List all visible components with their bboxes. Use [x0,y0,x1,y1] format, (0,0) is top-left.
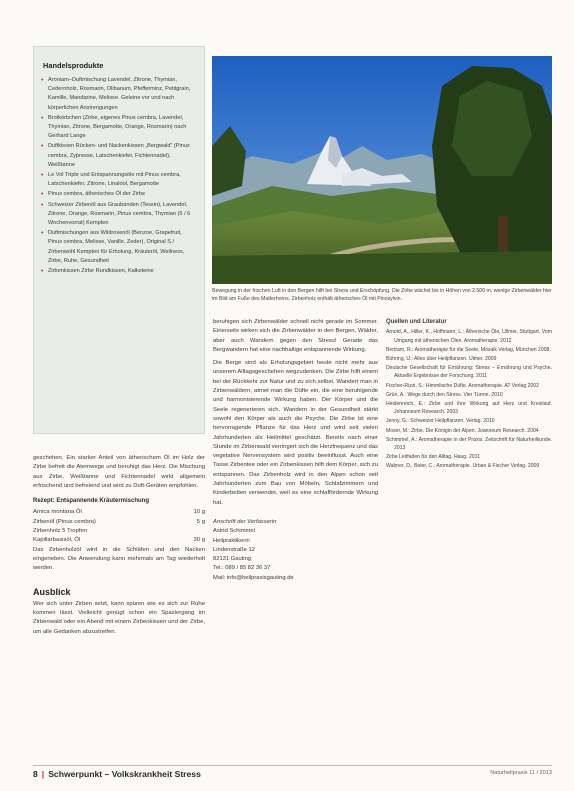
reference-item: Wabner, D., Beier, C.: Aromatherapie. Urban & Fischer Verlag. 2009 [386,463,540,470]
reference-item: Jenny, G.: Schweizer Heilpflanzen. Verlag. 2010 [386,418,495,425]
recipe-amount: 5 g [196,518,205,525]
recipe-ingredient: Zirbenholz 5 Tropfen [33,528,88,535]
reference-item: Grün, A.: Wege durch den Stress. Vier Türme. 2010 [386,391,503,398]
section-title: Schwerpunkt – Volkskrankheit Stress [48,769,201,779]
recipe-row [33,527,205,536]
author-profession: Heilpraktikerin [213,537,250,544]
reference-item: Arnold, A., Hiller, K., Hoffmann, L.: Ätherische Öle, Ullmer, Stuttgart. Vom Umgang mit ätherischen Ölen. Aromatherapie. 2012 [386,329,552,344]
reference-item: Zirbe Leitfaden für den Alltag. Haug. 2011 [386,454,480,461]
recipe-row [33,518,205,527]
recipe-amount: 10 g [193,509,205,516]
left-column [33,454,205,641]
page-footer [33,765,552,779]
list-item: • Zirbenkissen Zirbe Rundkissen, Kalksteine [41,267,197,276]
separator-bar: | [41,769,45,779]
products-list [41,76,197,276]
reference-item: Deutsche Gesellschaft für Ernährung: Stress – Ernährung und Psyche. Aktuelle Ergebnisse der Forschung. 2011 [386,365,552,380]
list-item: • Duftkissen Rücken- und Nackenkissen „Bergwald“ (Pinus cembra, Zypresse, Latschenkiefer, Fichtennadel), Weißtanne [41,142,197,170]
products-box-title: Handelsprodukte [43,61,104,70]
reference-item: Bertram, R.: Aromatherapie für die Seele, Mosaik Verlag, München 2008 [386,346,550,353]
ausblick-text: Wer sich unter Zirben setzt, kann spüren wie es sich zur Ruhe kommen lässt. Vielleicht genügt schon ein Spaziergang im Zirbenwald oder ein Abend mit einem Zirbenkissen und der Zirbe, um alle Gedanken abzustreifen. [33,600,205,635]
list-item: • Aroniam–Duftmischung Lavendel, Zitrone, Thymian, Cedernholz, Rosmarin, Olibanum, Pfefferminz, Petitgrain, Kamille, Mandarine, Melisse. Geleine vor und nach körperlichen Anstrengungen [41,76,197,113]
page-number: 8 [33,769,38,779]
issue-label: Naturheilpraxis 11 / 2013 [490,770,552,776]
author-phone: Tel.: 089 / 85 82 36 37 [213,565,271,572]
author-email[interactable]: Mail: info@heilpraxisgauting.de [213,574,294,581]
recipe-row [33,508,205,517]
recipe-ingredient: Zirbenöl (Pinus cembra) [33,518,96,525]
recipe-title: Rezept: Entspannende Kräutermischung [33,498,150,505]
footer-section [33,769,201,779]
list-item: • Duftmischungen aus Wildrosenöl (Benzoe, Grapefruit, Pinus cembra, Melisse, Vanille, Zeder), Original S / Zirbenwohl Kempten für Erholung, Kräuteröl, Wellness, Zirbe, Ruhe, Gesundheit [41,229,197,266]
middle-column [213,318,378,583]
recipe-ingredient: Kapillarbasisöl, Öl [33,537,81,544]
list-item: • Schweizer Zirbenöl aus Graubünden (Tessin), Lavendel, Zitrone, Orange, Rosmarin, Pinus cembra, Thymian (5 / 6 Wochenvorrat) Kempten [41,201,197,229]
list-item: • Le Vol Triple und Entspannungsöle mit Pinus cembra, Latschenkiefer, Zitrone, Linalool, Bergamotte [41,171,197,189]
author-street: Lindenstraße 12 [213,546,255,553]
recipe-text: Das Zirbenholzöl wird in die Schläfen und den Nacken eingerieben. Die Anwendung kann mehrmals am Tag wiederholt werden. [33,546,205,572]
recipe-amount: 30 g [193,537,205,544]
reference-item: Bühring, U.: Alles über Heilpflanzen. Ulmer. 2009 [386,355,497,362]
author-heading: Anschrift der Verfasserin [213,518,277,525]
recipe-row [33,536,205,545]
photo-caption: Bewegung in der frischen Luft in den Bergen hilft bei Stress und Erschöpfung. Die Zirbe wächst bis in Höhen von 2.500 m, wenige Zirbenwälder hier im Bild am Fuße des Matterhorns. Zirbenholz enthält ätherisches Öl mit Pinosylvin. [212,288,552,302]
author-city: 82131 Gauting [213,556,252,563]
recipe-ingredient: Arnica montana Öl [33,509,82,516]
references-column [386,318,552,472]
mid-paragraph-2: Die Berge sind als Erholungsgebiet heute nicht mehr aus unserem Alltagsgeschehen wegzudenken. Die Zirbe hilft einem bei der Rückkehr zur Natur und zu sich selbst. Wandert man in Zirbenwäldern, atmet man die Düfte ein, die eine beruhigende und harmonisierende Wirkung haben. Der Körper und die Seele regenerieren sich. Wandern in der Gesundheit stärkt sowohl den Körper als auch die Psyche. Die Zirbe ist eine hervorragende Pflanze für das Herz und wird seit vielen Jahrhunderten als Heilmittel geschätzt. Bereits nach einer Stunde im Zirbenwald verringert sich die Herzfrequenz und das vegetative Nervensystem wird positiv beeinflusst. Auch eine Tasse Zirbentee oder ein Zirbenkissen hilft dem Körper, sich zu entspannen. Das Zirbenholz wird in den Alpen schon seit Jahrhunderten zum Bau von Möbeln, Schlafzimmern und Kinderbetten verwendet, weil es eine schlaffördernde Wirkung hat. [213,360,378,506]
reference-item: Fischer-Rizzi, S.: Himmlische Düfte. Aromatherapie. AT Verlag 2002 [386,382,539,389]
mountain-landscape-image [212,56,552,284]
list-item: • Pinus cembra, ätherisches Öl der Zirbe [41,190,197,199]
mountain-photo [212,56,552,284]
mid-paragraph-1: beruhigen sich Zirbenwälder schnell nicht gerade im Sommer. Einerseits wirken sich die Zirbenwälder in den Bergen, Wälder, aber auch Wandern gegen den Stress! Gerade das Bergwandern hat eine nachhaltige entspannende Wirkung. [213,319,378,353]
reference-item: Schimmel, A.: Aromatherapie in der Praxis. Zeitschrift für Naturheilkunde. 2013 [386,436,552,451]
ausblick-heading: Ausblick [33,586,71,597]
reference-item: Heidenreich, E.: Zirbe und ihre Wirkung auf Herz und Kreislauf. Johanneum Research. 2003 [386,400,552,416]
references-title: Quellen und Literatur [386,319,447,325]
author-name: Astrid Schimmel [213,528,255,535]
reference-item: Moser, M.: Zirbe. Die Königin der Alpen. Joanneum Research. 2004 [386,427,539,434]
products-box [33,46,205,434]
left-intro: geschehen. Ein starker Anteil von ätherischem Öl im Holz der Zirbe befreit die Atemwege und beruhigt das Herz. Die Mischung aus Zirbe, Weißtanne und Fichtennadel wirkt allgemein erfrischend und befreiend und wird zu Duft-Geräten empfohlen. [33,455,205,489]
list-item: • Brotkörbchen (Zirbe, eigenes Pinus cembra, Lavendel, Thymian, Zitrone, Bergamotte, Orange, Rosmarin) nach Gerhard Lange [41,114,197,142]
